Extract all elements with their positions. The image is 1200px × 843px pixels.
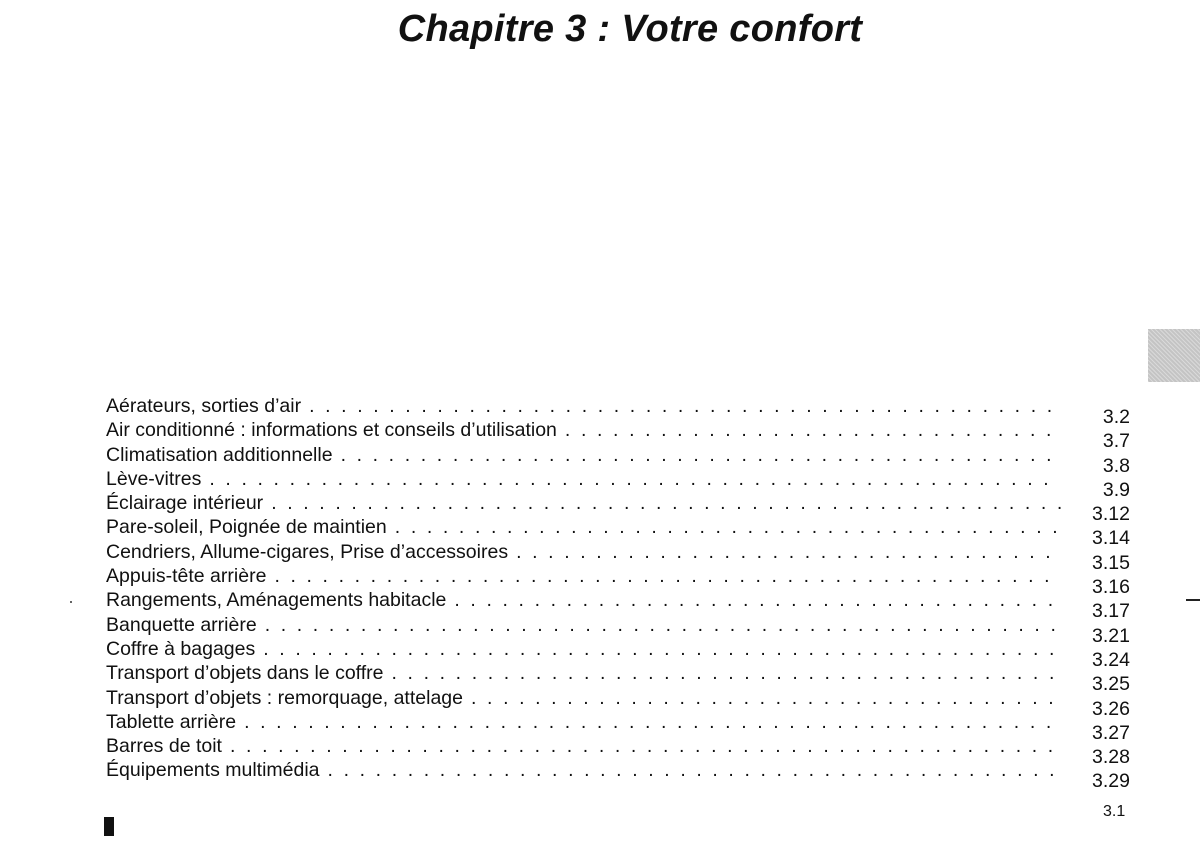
toc-entry[interactable] [106,515,1130,550]
toc-entry[interactable] [106,710,1130,744]
toc-entry-title: Climatisation additionnelle . . . [106,443,1061,467]
toc-entry-title: Banquette arrière . . . [106,613,1061,637]
toc-entry[interactable] [106,394,1130,428]
toc-entry-title: Pare-soleil, Poignée de maintien . . . [106,515,1061,539]
toc-entry-title: Cendriers, Allume-cigares, Prise d’accessoires . . . [106,540,1061,564]
toc-entry-page: 3.29 [1092,770,1130,793]
toc-entry-page: 3.17 [1092,600,1130,623]
toc-entry[interactable] [106,467,1130,501]
toc-entry-title: Appuis-tête arrière . . . [106,564,1061,588]
toc-entry-title: Rangements, Aménagements habitacle . . . [106,588,1061,612]
chapter-thumb-tab [1148,329,1200,382]
toc-entry[interactable] [106,637,1130,671]
toc-entry-page: 3.21 [1092,624,1130,647]
toc-entry-page: 3.15 [1092,551,1130,574]
toc-entry-title: Barres de toit . . . [106,734,1061,758]
toc-entry-title: Coffre à bagages . . . [106,637,1061,661]
section-marker [104,817,114,836]
chapter-title: Chapitre 3 : Votre confort [397,8,863,50]
toc-entry-title: Tablette arrière . . . [106,710,1061,734]
toc-entry-page: 3.26 [1092,697,1130,720]
toc-entry-page: 3.28 [1092,746,1130,769]
toc-entry-title: Transport d’objets dans le coffre . . . [106,661,1061,685]
toc-entry[interactable] [106,588,1130,623]
toc-entry-page: 3.24 [1092,648,1130,671]
toc-entry[interactable] [106,686,1130,720]
toc-entry-title: Lève-vitres . . . [106,467,1061,491]
toc-entry-title: Air conditionné : informations et conseils d’utilisation . . . [106,418,1061,442]
toc-entry-page: 3.2 [1102,406,1130,428]
scan-speck [70,601,72,603]
table-of-contents [106,394,1130,793]
toc-entry-page: 3.14 [1092,527,1130,550]
toc-entry-title: Équipements multimédia . . . [106,758,1061,782]
toc-entry[interactable] [106,540,1130,574]
toc-entry-title: Transport d’objets : remorquage, attelage . . . [106,686,1061,710]
toc-entry-page: 3.8 [1102,454,1130,477]
toc-entry[interactable] [106,418,1130,453]
toc-entry-page: 3.12 [1092,503,1130,526]
toc-entry[interactable] [106,491,1130,526]
toc-entry-title: Aérateurs, sorties d’air . . . [106,394,1061,418]
toc-entry-page: 3.7 [1102,430,1130,453]
toc-entry-title: Éclairage intérieur . . . [106,491,1061,515]
toc-entry[interactable] [106,613,1130,647]
toc-entry-page: 3.27 [1092,721,1130,744]
page-edge-mark [1186,599,1200,601]
toc-entry[interactable] [106,734,1130,769]
toc-entry-page: 3.9 [1102,478,1130,501]
toc-entry-page: 3.16 [1092,576,1130,599]
page-number: 3.1 [1103,803,1126,820]
toc-entry[interactable] [106,758,1130,793]
toc-entry[interactable] [106,564,1130,599]
toc-entry[interactable] [106,661,1130,696]
toc-entry[interactable] [106,443,1130,477]
toc-entry-page: 3.25 [1092,673,1130,696]
